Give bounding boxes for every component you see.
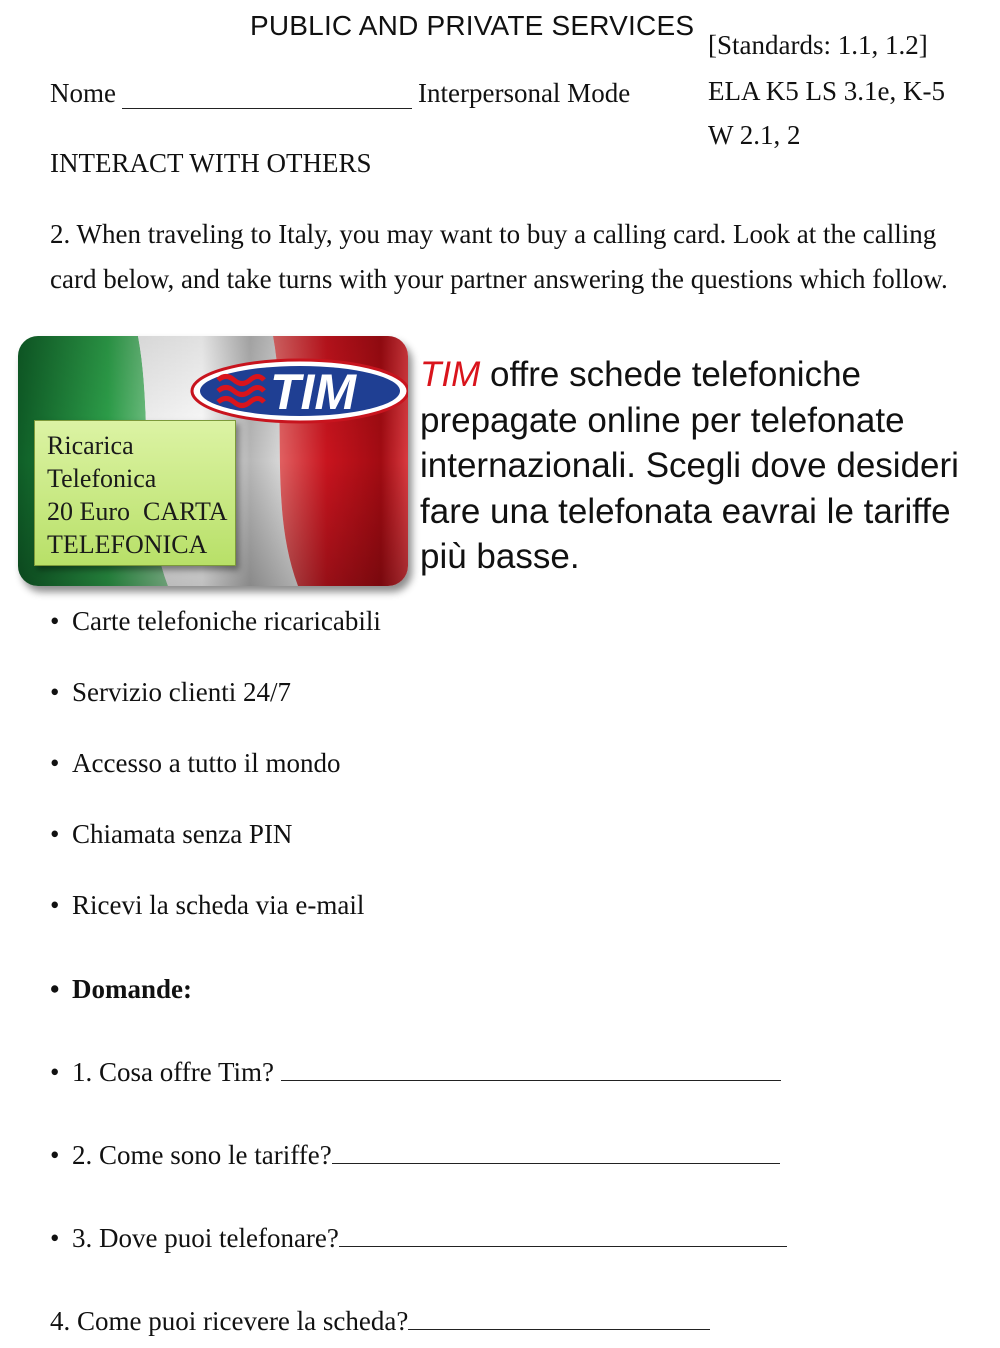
promo-text <box>420 352 980 580</box>
list-item: • Chiamata senza PIN <box>50 819 293 849</box>
tim-logo-text: TIM <box>270 364 357 420</box>
answer-line[interactable] <box>408 1329 710 1330</box>
feature-text: Carte telefoniche ricaricabili <box>72 606 381 636</box>
name-label: Nome <box>50 78 116 108</box>
feature-text: Ricevi la scheda via e-mail <box>72 890 365 920</box>
question-text: 2. Come sono le tariffe? <box>72 1140 332 1170</box>
standards-line: ELA K5 LS 3.1e, K-5 <box>708 76 945 106</box>
list-item: • Ricevi la scheda via e-mail <box>50 890 365 920</box>
question-text: 4. Come puoi ricevere la scheda? <box>50 1306 409 1336</box>
standards-line: [Standards: 1.1, 1.2] <box>708 30 928 60</box>
tim-logo <box>192 360 408 422</box>
list-item: • Servizio clienti 24/7 <box>50 677 291 707</box>
section-heading: INTERACT WITH OTHERS <box>50 148 372 178</box>
list-item: • Accesso a tutto il mondo <box>50 748 341 778</box>
question-text: 3. Dove puoi telefonare? <box>72 1223 339 1253</box>
feature-text: Servizio clienti 24/7 <box>72 677 291 707</box>
question-item: • 3. Dove puoi telefonare? <box>50 1223 787 1254</box>
question-item: • 1. Cosa offre Tim? <box>50 1057 781 1088</box>
questions-heading: • Domande: <box>50 974 192 1004</box>
instructions-paragraph: 2. When traveling to Italy, you may want to buy a calling card. Look at the calling card below, and take turns with your partner answering the questions which follow. <box>50 219 948 294</box>
name-field[interactable] <box>122 108 412 109</box>
calling-card-image <box>18 336 408 586</box>
feature-text: Chiamata senza PIN <box>72 819 293 849</box>
answer-line[interactable] <box>281 1080 781 1081</box>
answer-line[interactable] <box>332 1163 780 1164</box>
card-label-line: Ricarica <box>47 431 134 460</box>
feature-text: Accesso a tutto il mondo <box>72 748 341 778</box>
standards-line: W 2.1, 2 <box>708 120 801 150</box>
page-title: PUBLIC AND PRIVATE SERVICES <box>250 10 695 41</box>
card-label-line: TELEFONICA <box>47 530 208 559</box>
promo-brand: TIM <box>420 355 481 394</box>
list-item: • Carte telefoniche ricaricabili <box>50 606 381 636</box>
question-text: 1. Cosa offre Tim? <box>72 1057 275 1087</box>
card-label <box>34 420 236 566</box>
question-item <box>50 1306 710 1337</box>
card-label-line: 20 Euro CARTA <box>47 497 228 526</box>
answer-line[interactable] <box>339 1246 787 1247</box>
card-label-line: Telefonica <box>47 464 157 493</box>
question-item: • 2. Come sono le tariffe? <box>50 1140 780 1171</box>
mode-label: Interpersonal Mode <box>418 78 631 108</box>
promo-body: offre schede telefoniche prepagate online per telefonate internazionali. Scegli dove desideri fare una telefonata eavrai le tariffe più basse. <box>420 355 959 576</box>
